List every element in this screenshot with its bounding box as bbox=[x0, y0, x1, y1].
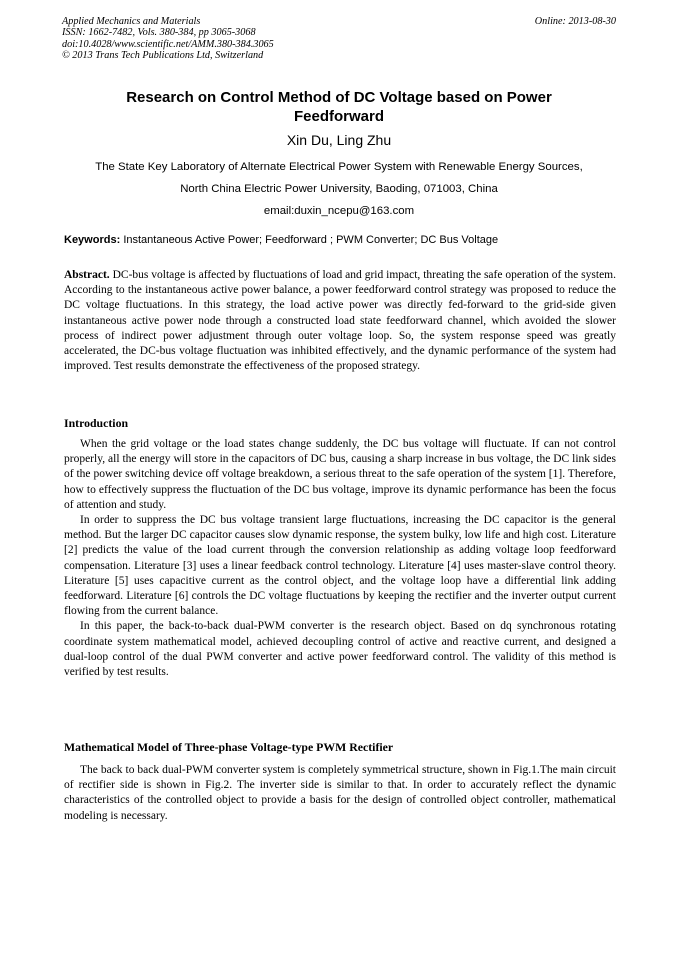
keywords-label: Keywords: bbox=[64, 234, 121, 246]
keywords-text: Instantaneous Active Power; Feedforward ; PWM Converter; DC Bus Voltage bbox=[123, 234, 499, 246]
abstract-section bbox=[64, 268, 616, 374]
abstract-text: DC-bus voltage is affected by fluctuations of load and grid impact, threating the safe operation of the system. According to the instantaneous active power balance, a power feedforward control strategy was proposed to reduce the DC voltage fluctuations. In this strategy, the load active power was directly fed-forward to the grid-side given instantaneous active power node through a constructed load state feedforward channel, which avoided the slower process of indirect power adjustment through outer voltage loop. So, the system response speed was greatly accelerated, the DC-bus voltage fluctuation was inhibited effectively, and the dynamic performance of the system had improved. Test results demonstrate the effectiveness of the proposed strategy. bbox=[64, 269, 616, 373]
doi-line: doi:10.4028/www.scientific.net/AMM.380-384.3065 bbox=[62, 38, 274, 50]
introduction-body bbox=[64, 437, 616, 680]
journal-header bbox=[62, 16, 616, 62]
affiliation-line-1: The State Key Laboratory of Alternate Electrical Power System with Renewable Energy Sources, bbox=[95, 161, 583, 173]
abstract-label: Abstract. bbox=[64, 269, 110, 281]
copyright-line: © 2013 Trans Tech Publications Ltd, Switzerland bbox=[62, 50, 264, 62]
author-email: email:duxin_ncepu@163.com bbox=[263, 205, 415, 217]
affiliation bbox=[40, 156, 638, 222]
intro-paragraph-1: When the grid voltage or the load states change suddenly, the DC bus voltage will fluctuate. If can not control properly, all the energy will store in the capacitors of DC bus, causing a sharp increase in bus voltage, the DC link sides of the power switching device off voltage breakdown, a serious threat to the safe operation of the system [1]. Therefore, how to effectively suppress the fluctuation of the DC bus voltage, improve its dynamic performance has been the focus of attention and study. bbox=[64, 438, 616, 511]
keywords-section bbox=[64, 233, 616, 247]
authors: Xin Du, Ling Zhu bbox=[286, 132, 392, 148]
issn-line: ISSN: 1662-7482, Vols. 380-384, pp 3065-3068 bbox=[62, 27, 256, 39]
intro-paragraph-2: In order to suppress the DC bus voltage transient large fluctuations, increasing the DC capacitor is the general method. But the larger DC capacitor causes slow dynamic response, the system bulky, low life and high cost. Literature [2] predicts the value of the load current through the conversion relationship as adding voltage loop feedforward compensation. Literature [3] uses a linear feedback control technology. Literature [4] uses master-slave control theory. Literature [5] uses capacitive current as the control object, and the voltage loop have a differential link adding feedforward. Literature [6] controls the DC voltage fluctuations by keeping the rectifier and the inverter output current flowing from the current balance. bbox=[64, 514, 616, 618]
title-line-1: Research on Control Method of DC Voltage based on Power bbox=[126, 89, 552, 106]
online-date: Online: 2013-08-30 bbox=[534, 16, 616, 27]
journal-name: Applied Mechanics and Materials bbox=[62, 16, 201, 27]
math-model-heading: Mathematical Model of Three-phase Voltage-type PWM Rectifier bbox=[64, 740, 394, 754]
paper-title bbox=[62, 88, 616, 126]
math-paragraph-1: The back to back dual-PWM converter system is completely symmetrical structure, shown in Fig.1.The main circuit of rectifier side is shown in Fig.2. The inverter side is similar to that. In order to accurately reflect the dynamic characteristics of the controlled object to provide a basis for the design of controlled object controller, mathematical modeling is necessary. bbox=[64, 764, 616, 822]
title-line-2: Feedforward bbox=[293, 108, 384, 125]
intro-paragraph-3: In this paper, the back-to-back dual-PWM converter is the research object. Based on dq synchronous rotating coordinate system mathematical model, achieved decoupling control of active and reactive current, and designed a dual-loop control of the dual PWM converter and active power feedforward control. The validity of this method is verified by test results. bbox=[64, 620, 616, 679]
affiliation-line-2: North China Electric Power University, Baoding, 071003, China bbox=[180, 183, 498, 195]
introduction-heading: Introduction bbox=[64, 416, 129, 430]
math-model-body bbox=[64, 763, 616, 824]
